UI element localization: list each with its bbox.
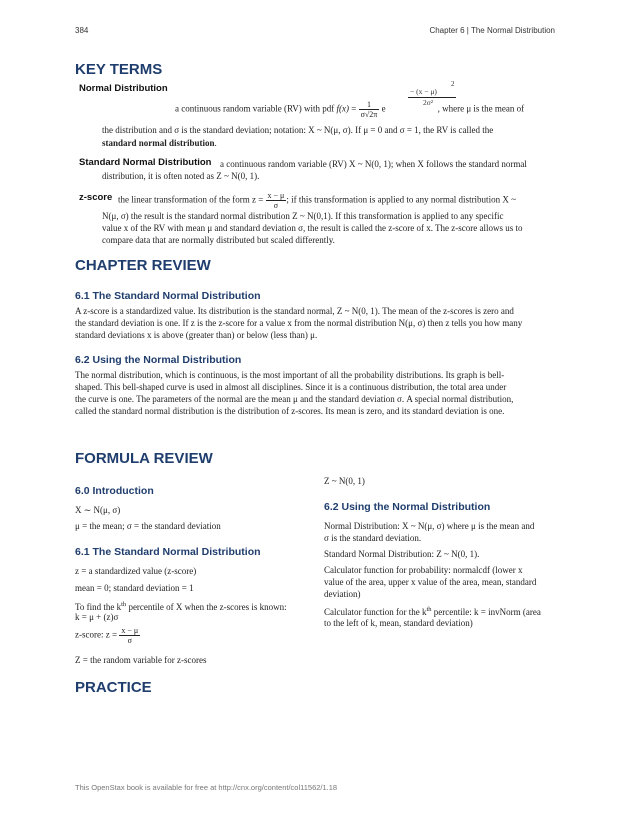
normal-distribution-line2: the distribution and σ is the standard deviation; notation: X ~ N(μ, σ). If μ = 0 and σ = 1, the RV is called the: [102, 125, 494, 135]
term-normal-distribution: Normal Distribution: [79, 83, 168, 94]
review-6-2-line1: The normal distribution, which is continuous, is the most important of all the probability distributions. Its graph is bell-: [75, 370, 505, 380]
review-6-2-line4: called the standard normal distribution is the distribution of z-scores. Its mean is zero, and its standard deviation is one.: [75, 406, 505, 416]
z-score-fraction: $\frac{x - \mu}{\sigma}$: [267, 191, 285, 210]
review-6-1-line2: the standard deviation is one. If z is the z-score for a value x from the normal distribution N(μ, σ) then z tells you how many: [75, 318, 523, 328]
formula-6-2-line5: value of the area, upper x value of the area, mean, standard: [324, 577, 537, 587]
review-6-1-line1: A z-score is a standardized value. Its distribution is the standard normal, Z ~ N(0, 1). The mean of the z-scores is zero and: [75, 306, 514, 316]
term-standard-normal-distribution: Standard Normal Distribution: [79, 157, 212, 168]
z-score-line4: compare data that are normally distributed but scaled differently.: [102, 235, 335, 245]
review-6-2-line3: the curve is one. The parameters of the normal are the mean μ and the standard deviation σ. A special normal distribution,: [75, 394, 514, 404]
standard-normal-line2: distribution, it is often noted as Z ~ N(0, 1).: [102, 171, 260, 181]
formula-6-1-line5: z-score: z = $\frac{x - \mu}{\sigma}$: [75, 626, 139, 645]
formula-6-1-line6: Z = the random variable for z-scores: [75, 655, 207, 665]
review-6-1-line3: standard deviations x is above (greater than) or below (less than) μ.: [75, 330, 318, 340]
formula-6-1-line1: z = a standardized value (z-score): [75, 566, 197, 576]
z-score-line2: N(μ, σ) the result is the standard normal distribution Z ~ N(0,1). If this transformation is applied to any specific: [102, 211, 504, 221]
review-6-2-line2: shaped. This bell-shaped curve is used in almost all disciplines. Since it is a continuous distribution, the total area under: [75, 382, 507, 392]
formula-right-top: Z ~ N(0, 1): [324, 476, 365, 486]
formula-6-2-line4: Calculator function for probability: normalcdf (lower x: [324, 565, 523, 575]
formula-6-0-title: 6.0 Introduction: [75, 485, 154, 497]
formula-6-2-line8: to the left of k, mean, standard deviation): [324, 618, 473, 628]
formula-6-0-line2: μ = the mean; σ = the standard deviation: [75, 521, 221, 531]
formula-6-2-line3: Standard Normal Distribution: Z ~ N(0, 1).: [324, 549, 480, 559]
chapter-review-heading: CHAPTER REVIEW: [75, 257, 211, 274]
formula-6-0-line1: X ∼ N(μ, σ): [75, 505, 121, 515]
practice-heading: PRACTICE: [75, 679, 152, 696]
formula-z-score-fraction: $\frac{x - \mu}{\sigma}$: [121, 626, 139, 645]
z-score-line3: value x of the RV with mean μ and standard deviation σ, the result is called the z-score of x. The z-score allows us to: [102, 223, 523, 233]
formula-6-1-line3: To find the $k^{th}$ percentile of X when the z-scores is known:: [75, 601, 287, 612]
chapter-header: Chapter 6 | The Normal Distribution: [429, 26, 555, 35]
formula-6-2-title: 6.2 Using the Normal Distribution: [324, 501, 491, 513]
formula-6-2-line2: σ is the standard deviation.: [324, 533, 422, 543]
standard-normal-line1: a continuous random variable (RV) X ~ N(0, 1); when X follows the standard normal: [220, 159, 527, 169]
exponent-denominator: 2σ²: [423, 98, 434, 107]
formula-6-1-line2: mean = 0; standard deviation = 1: [75, 583, 194, 593]
formula-review-heading: FORMULA REVIEW: [75, 450, 213, 467]
formula-6-2-line6: deviation): [324, 589, 361, 599]
normal-distribution-line3: standard normal distribution.: [102, 138, 217, 148]
exponent-superscript: 2: [451, 80, 455, 88]
normal-distribution-line1: a continuous random variable (RV) with pdf f(x) = $\frac{1}{\sigma√2\pi}$ e , where μ is the mean of: [175, 100, 525, 119]
formula-6-2-line1: Normal Distribution: X ~ N(μ, σ) where μ is the mean and: [324, 521, 535, 531]
pdf-fraction: $\frac{1}{\sigma√2\pi}$: [360, 100, 378, 119]
key-terms-heading: KEY TERMS: [75, 61, 163, 78]
formula-6-1-title: 6.1 The Standard Normal Distribution: [75, 546, 261, 558]
formula-6-2-line7: Calculator function for the $k^{th}$ percentile: k = invNorm (area: [324, 606, 541, 617]
z-score-line1: the linear transformation of the form z = $\frac{x - \mu}{\sigma}$ ; if this transformation is applied to any normal distribution X ~: [118, 191, 516, 210]
footer-note: This OpenStax book is available for free at http://cnx.org/content/col11562/1.18: [75, 783, 338, 792]
page-number: 384: [75, 26, 89, 35]
exponent-numerator: − (x − μ): [410, 87, 437, 96]
formula-6-1-line4: k = μ + (z)σ: [75, 612, 119, 622]
review-6-2-title: 6.2 Using the Normal Distribution: [75, 354, 242, 366]
term-z-score: z-score: [79, 192, 113, 203]
review-6-1-title: 6.1 The Standard Normal Distribution: [75, 290, 261, 302]
